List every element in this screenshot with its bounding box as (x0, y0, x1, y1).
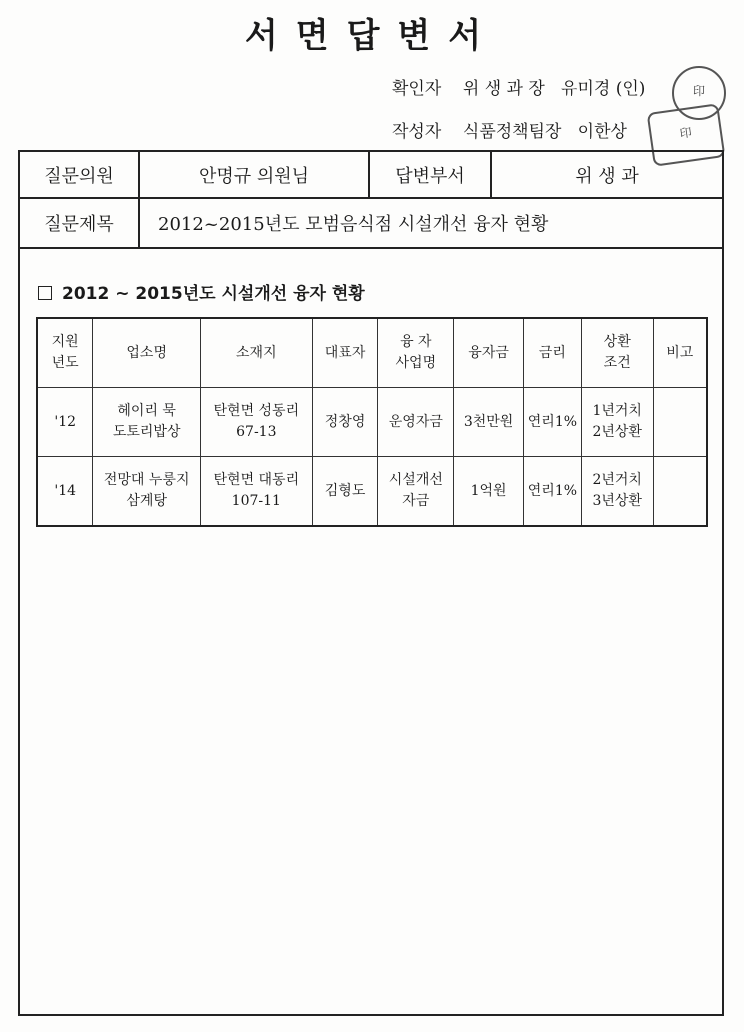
table-header-row (37, 318, 707, 388)
table-cell: 전망대 누룽지 삼계탕 (93, 457, 201, 527)
table-cell: 연리1% (523, 388, 581, 457)
col-header: 융자금 (454, 318, 524, 388)
table-cell: 운영자금 (378, 388, 454, 457)
col-header: 소재지 (200, 318, 312, 388)
seal-stamp-1: 印 (672, 66, 726, 120)
author-name: 이한상 (577, 122, 627, 142)
dept-value: 위 생 과 (575, 165, 639, 187)
loan-table (36, 317, 708, 527)
col-header: 상환 조건 (581, 318, 653, 388)
table-cell: 1억원 (454, 457, 524, 527)
col-header: 업소명 (93, 318, 201, 388)
confirmer-name: 유미경 (인) (561, 79, 646, 99)
table-cell: '12 (37, 388, 93, 457)
questioner-label: 질문의원 (20, 152, 140, 197)
table-cell: 탄현면 대동리 107-11 (200, 457, 312, 527)
table-cell: 김형도 (312, 457, 378, 527)
table-row (37, 457, 707, 527)
col-header: 비고 (653, 318, 707, 388)
table-cell: 2년거치 3년상환 (581, 457, 653, 527)
table-cell: 탄현면 성동리 67-13 (200, 388, 312, 457)
col-header: 금리 (523, 318, 581, 388)
table-cell: 3천만원 (454, 388, 524, 457)
table-cell (653, 457, 707, 527)
section-title-text: 2012 ~ 2015년도 시설개선 융자 현황 (62, 284, 365, 304)
dept-label: 답변부서 (370, 152, 492, 197)
subject-label: 질문제목 (20, 199, 140, 247)
checkbox-square-icon (38, 286, 52, 300)
table-cell: 헤이리 묵 도토리밥상 (93, 388, 201, 457)
seal-stamp-2: 印 (647, 103, 726, 166)
table-cell: 시설개선 자금 (378, 457, 454, 527)
table-cell (653, 388, 707, 457)
confirmer-position: 위 생 과 장 (462, 79, 545, 99)
table-cell: 정창영 (312, 388, 378, 457)
answer-frame (18, 150, 724, 1016)
table-cell: 1년거치 2년상환 (581, 388, 653, 457)
author-position: 식품정책팀장 (462, 122, 562, 142)
table-cell: '14 (37, 457, 93, 527)
document-title: 서면답변서 (244, 16, 500, 56)
author-label: 작성자 (392, 122, 442, 142)
subject-value: 2012~2015년도 모범음식점 시설개선 융자 현황 (158, 214, 549, 235)
author-line (392, 117, 627, 142)
section-title (38, 279, 365, 304)
header-row-2 (20, 199, 722, 249)
table-cell: 연리1% (523, 457, 581, 527)
col-header: 융 자 사업명 (378, 318, 454, 388)
header-row-1 (20, 152, 722, 199)
confirmer-label: 확인자 (392, 79, 442, 99)
col-header: 대표자 (312, 318, 378, 388)
col-header: 지원 년도 (37, 318, 93, 388)
questioner-value: 안명규 의원님 (140, 152, 370, 197)
confirmer-line (392, 74, 645, 99)
table-row (37, 388, 707, 457)
